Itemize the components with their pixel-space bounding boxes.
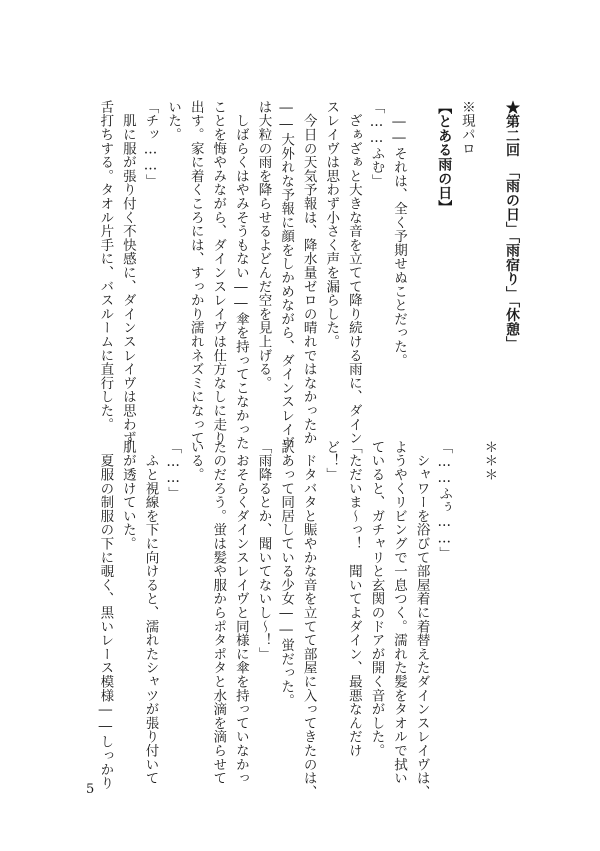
lower-text-line: ていると、ガチャリと玄関のドアが開く音がした。 bbox=[368, 440, 385, 758]
lower-text-line: ふと視線を下に向けると、濡れたシャツが張り付いて bbox=[142, 440, 159, 785]
lower-text-line: 「……」 bbox=[165, 440, 182, 501]
upper-text-line: 出す。家に着くころには、すっかり濡れネズミになって bbox=[187, 100, 204, 445]
upper-text-line: ことを悔やみながら、ダインスレイヴは仕方なしに走り bbox=[210, 100, 227, 445]
upper-text-line bbox=[410, 100, 433, 420]
upper-text-line: 「チッ……」 bbox=[142, 100, 159, 188]
lower-text-line: 訳あって同居している少女――蛍だった。 bbox=[278, 440, 295, 708]
upper-text-line: スレイヴは思わず小さく声を漏らした。 bbox=[323, 100, 340, 349]
lower-text-block bbox=[94, 440, 523, 799]
upper-text-line: 今日の天気予報は、降水量ゼロの晴れではなかったか bbox=[300, 100, 317, 445]
upper-text-line: 「……ふむ」 bbox=[368, 100, 385, 188]
upper-text-line bbox=[478, 100, 501, 420]
lower-text-line: おそらくダインスレイヴと同様に傘を持っていなかっ bbox=[232, 440, 249, 785]
upper-text-line: は大粒の雨を降らせるよどんだ空を見上げる。 bbox=[255, 100, 272, 390]
upper-text-line: ざぁざぁと大きな音を立てて降り続ける雨に、ダイン bbox=[345, 100, 362, 445]
upper-text-line: ※現パロ bbox=[458, 100, 475, 156]
upper-text-line: しばらくはやみそうもない――傘を持ってこなかった bbox=[232, 100, 249, 450]
upper-text-block bbox=[94, 100, 523, 450]
upper-text-line: 肌に服が張り付く不快感に、ダインスレイヴは思わず bbox=[119, 100, 136, 445]
lower-text-line: 肌が透けていた。 bbox=[119, 440, 136, 551]
lower-text-line: 「……ふぅ……」 bbox=[436, 440, 453, 561]
upper-text-line: 【とある雨の日】 bbox=[436, 100, 453, 215]
upper-text-line: ――それは、全く予期せぬことだった。 bbox=[391, 100, 408, 368]
upper-text-line: ★第二回 「雨の日」「雨宿り」「休憩」 bbox=[504, 100, 520, 351]
lower-text-line: ＊＊＊ bbox=[481, 440, 498, 482]
lower-text-line bbox=[500, 440, 523, 760]
upper-text-line: ――大外れな予報に顔をしかめながら、ダインスレイヴ bbox=[278, 100, 295, 450]
lower-text-line bbox=[455, 440, 478, 760]
upper-text-line: いた。 bbox=[165, 100, 182, 142]
page-number: 5 bbox=[86, 782, 95, 797]
lower-text-line: シャワーを浴びて部屋着に着替えたダインスレイヴは、 bbox=[413, 440, 430, 799]
upper-text-line: 舌打ちする。タオル片手に、バスルームに直行した。 bbox=[97, 100, 114, 432]
lower-text-line: ドタバタと賑やかな音を立てて部屋に入ってきたのは、 bbox=[300, 440, 317, 799]
lower-text-line: ど！」 bbox=[323, 440, 340, 482]
lower-text-line: ようやくリビングで一息つく。濡れた髪をタオルで拭い bbox=[391, 440, 408, 785]
lower-text-line: いる。 bbox=[187, 440, 204, 482]
lower-text-line: 「ただいま～っ！ 聞いてよダイン、最悪なんだけ bbox=[345, 440, 362, 758]
lower-text-line: 「雨降るとか、聞いてないし～！」 bbox=[255, 440, 272, 661]
lower-text-line: たのだろう。蛍は髪や服からポタポタと水滴を滴らせて bbox=[210, 440, 227, 785]
lower-text-line: 夏服の制服の下に覗く、黒いレース模様――しっかり bbox=[97, 440, 114, 790]
